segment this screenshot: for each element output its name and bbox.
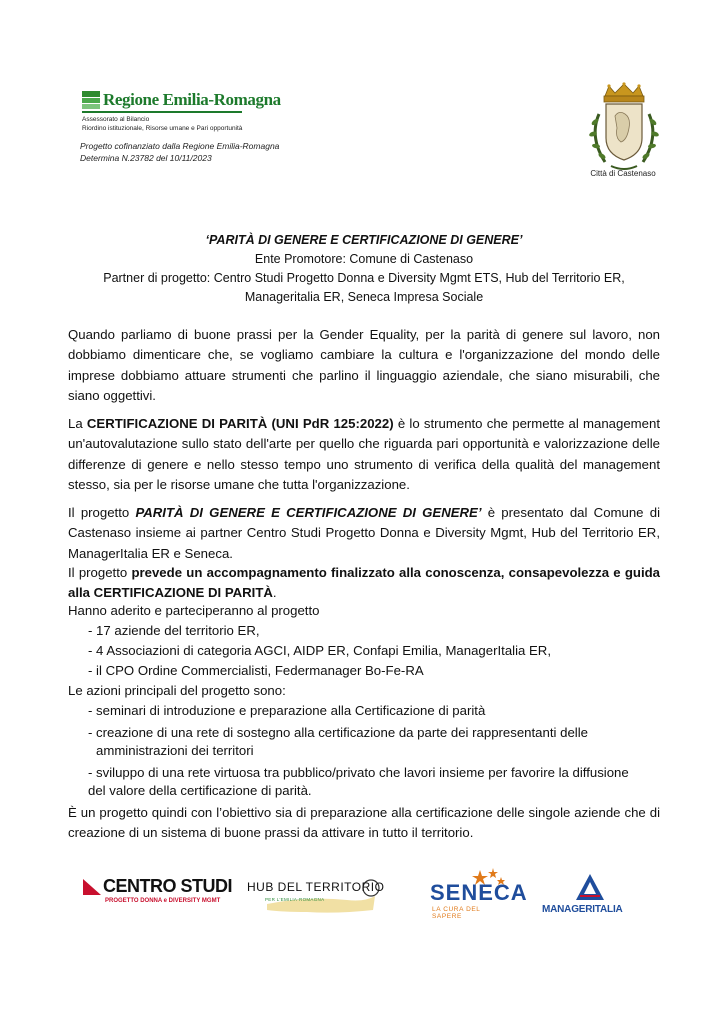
crest-caption: Città di Castenaso xyxy=(590,169,656,178)
manageritalia-logo xyxy=(540,872,640,918)
partners-line-1: Partner di progetto: Centro Studi Progetto Donna e Diversity Mgmt ETS, Hub del Territorio ER, xyxy=(103,271,625,285)
promoter-line: Ente Promotore: Comune di Castenaso xyxy=(254,252,474,266)
hub-name: HUB DEL TERRITORIO xyxy=(247,880,385,894)
seneca-logo xyxy=(430,866,528,920)
accompaniment-text: prevede un accompagnamento finalizzato alla conoscenza, consapevolezza e guida alla xyxy=(68,565,660,601)
manageritalia-name: MANAGERITALIA xyxy=(542,904,623,915)
region-department: Assessorato al Bilancio xyxy=(82,116,150,123)
manageritalia-mark-icon xyxy=(540,872,640,902)
paragraph-intro: Quando parliamo di buone prassi per la Gender Equality, per la parità di genere sul lavoro, non dobbiamo dimenticare che, se vogliamo cambiare la cultura e l'organizzazione del mondo delle imprese dobbiamo attuare strumenti che parlino il linguaggio aziendale, che siano misurabili, che siano oggettivi. xyxy=(68,327,660,403)
region-logo-rule xyxy=(82,111,242,113)
project-name: PARITÀ DI GENERE E CERTIFICAZIONE DI GENERE’ xyxy=(135,505,482,520)
document-title: ‘PARITÀ DI GENERE E CERTIFICAZIONE DI GENERE’ xyxy=(205,233,523,247)
hub-map-icon xyxy=(247,870,387,920)
p2-start: La xyxy=(68,416,87,431)
centro-studi-logo xyxy=(83,876,232,904)
p4-start: Il progetto xyxy=(68,565,132,580)
castenaso-crest-icon xyxy=(585,82,663,182)
p2-rest: è lo strumento che permette al management un'autovalutazione sullo stato dell'arte per quello che riguarda pari opportunità e valorizzazione delle differenze di genere e nello stesso tempo uno strumento di verifica della qualità del management stesso, sia per le risorse umane che tutta l'organizzazione. xyxy=(68,416,660,492)
centro-studi-name: CENTRO STUDI xyxy=(103,876,232,896)
p4-end: . xyxy=(272,585,277,601)
adhered-item: - 17 aziende del territorio ER, xyxy=(88,623,260,638)
adhered-item: - 4 Associazioni di categoria AGCI, AIDP ER, Confapi Emilia, ManagerItalia ER, xyxy=(88,643,551,658)
region-name: Regione Emilia-Romagna xyxy=(103,90,281,109)
hub-territorio-logo xyxy=(247,870,387,920)
seneca-subtitle: LA CURA DEL SAPERE xyxy=(432,906,481,920)
centro-studi-triangle-icon xyxy=(83,879,101,895)
adhered-item: - il CPO Ordine Commercialisti, Federmanager Bo-Fe-RA xyxy=(88,663,424,678)
partners-line-2: Manageritalia ER, Seneca Impresa Sociale xyxy=(244,290,484,304)
paragraph-certification xyxy=(68,414,660,495)
hub-subtitle: PER L'EMILIA-ROMAGNA xyxy=(265,897,325,902)
p3-rest: è presentato dal Comune di Castenaso insieme ai partner Centro Studi Progetto Donna e Diversity Mgmt, Hub del Territorio ER, ManagerItalia ER e Seneca. xyxy=(68,505,661,561)
paragraph-project xyxy=(68,503,660,564)
region-mark-icon xyxy=(82,91,100,109)
action-item-2-cont: amministrazioni dei territori xyxy=(96,743,254,758)
determina-note: Determina N.23782 del 10/11/2023 xyxy=(80,153,212,163)
action-item-1: - seminari di introduzione e preparazione alla Certificazione di parità xyxy=(88,703,486,718)
action-item-3: - sviluppo di una rete virtuosa tra pubblico/privato che lavori insieme per favorire la diffusione xyxy=(88,765,629,780)
certification-caps: CERTIFICAZIONE DI PARITÀ xyxy=(93,585,273,601)
region-department-detail: Riordino istituzionale, Risorse umane e Pari opportunità xyxy=(82,125,243,132)
actions-intro: Le azioni principali del progetto sono: xyxy=(68,683,286,698)
seneca-name: SENECA xyxy=(430,880,528,905)
cofinance-note: Progetto cofinanziato dalla Regione Emilia-Romagna xyxy=(80,141,280,151)
adhered-intro: Hanno aderito e parteciperanno al progetto xyxy=(68,603,320,618)
certification-name: CERTIFICAZIONE DI PARITÀ (UNI PdR 125:2022) xyxy=(86,416,394,431)
action-item-3-cont: del valore della certificazione di parità. xyxy=(88,783,312,798)
paragraph-closing: È un progetto quindi con l’obiettivo sia di preparazione alla certificazione delle singole aziende che di creazione di un sistema di buone prassi da attivare in tutto il territorio. xyxy=(68,805,660,841)
regione-emilia-romagna-logo xyxy=(82,90,281,110)
paragraph-accompaniment xyxy=(68,563,660,604)
p3-start: Il progetto xyxy=(68,505,136,520)
centro-studi-subtitle: PROGETTO DONNA e DIVERSITY MGMT xyxy=(105,898,221,904)
action-item-2: - creazione di una rete di sostegno alla certificazione da parte dei rappresentanti delle xyxy=(88,725,588,740)
